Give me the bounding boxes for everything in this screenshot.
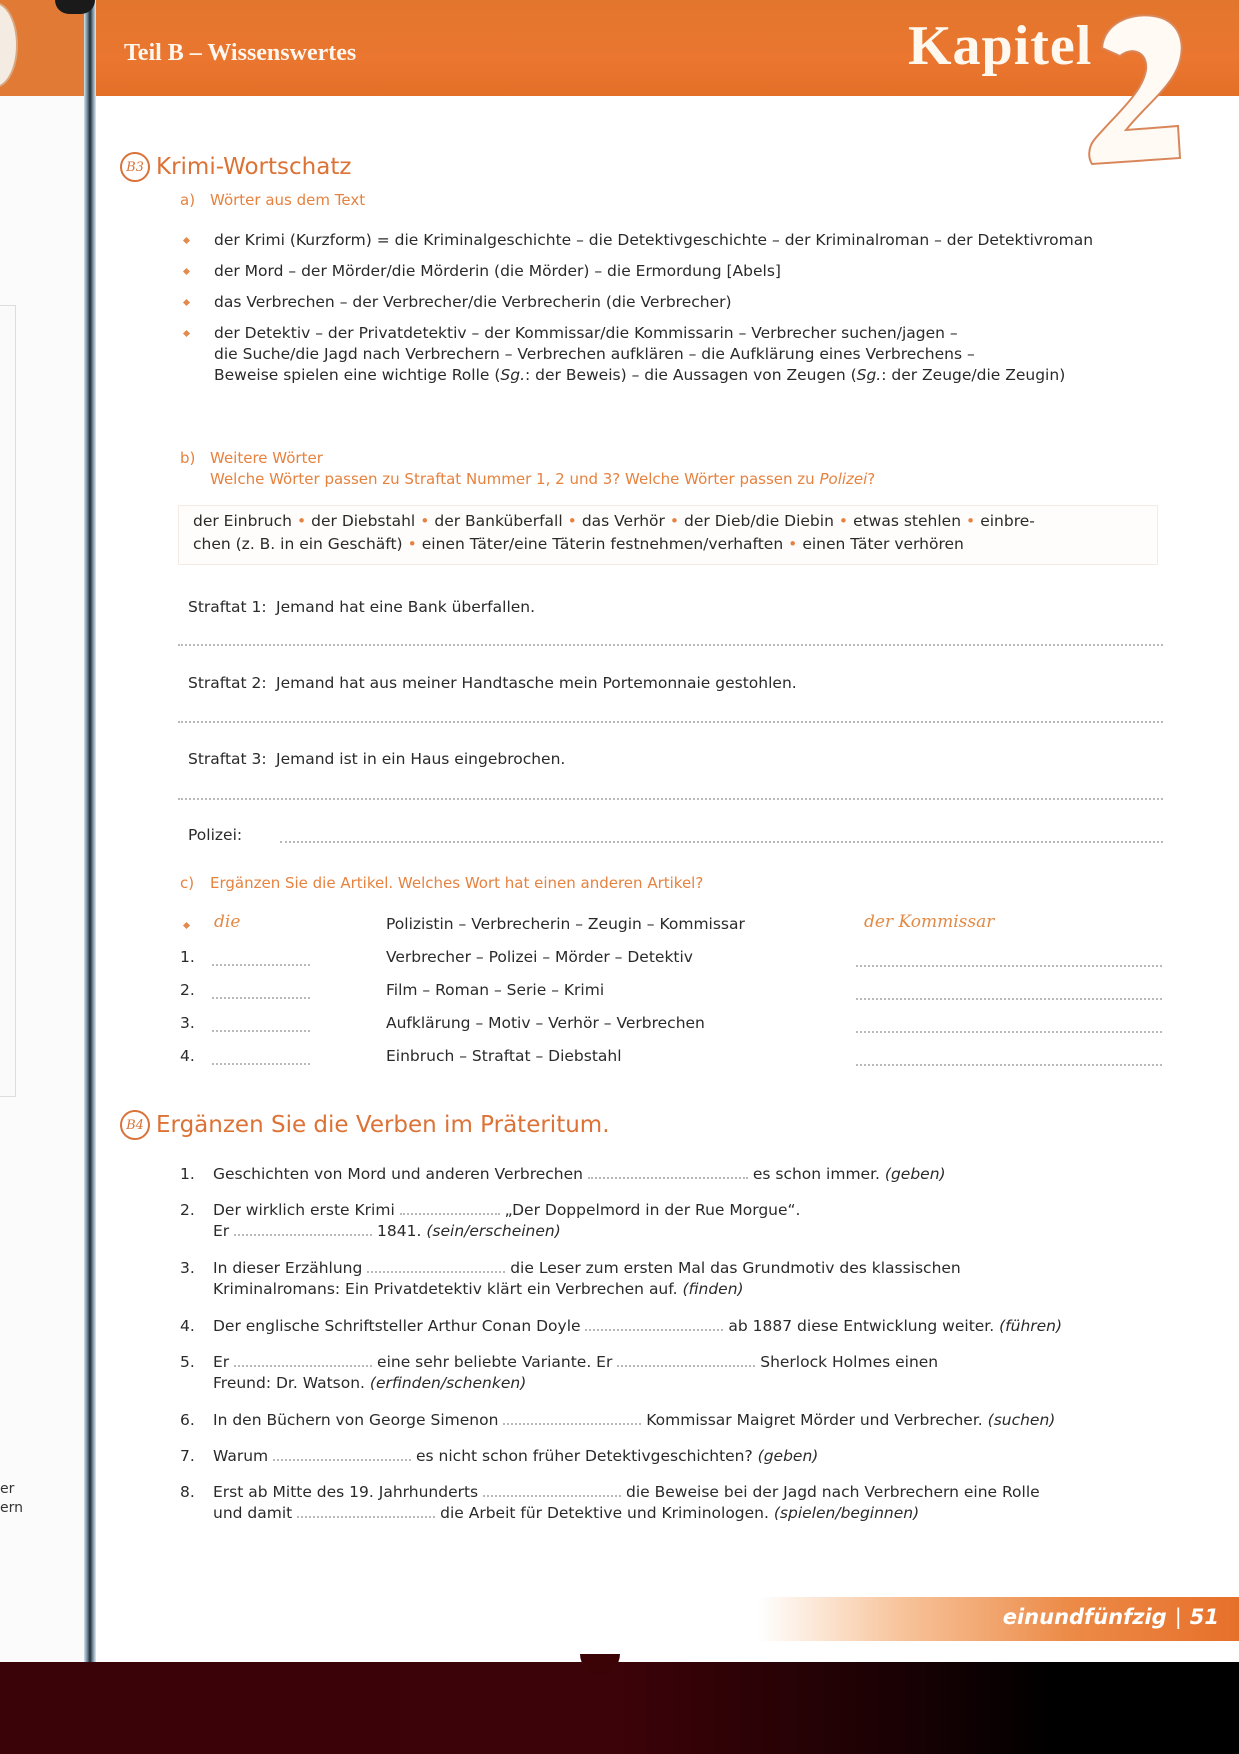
- police-label: Polizei:: [188, 826, 243, 844]
- article-blank[interactable]: [212, 997, 310, 999]
- word-bank-item: der Diebstahl: [311, 512, 416, 530]
- text-segment: 1841.: [377, 1222, 422, 1240]
- chapter-number-graphic: [1080, 8, 1190, 168]
- footer-separator: |: [1174, 1605, 1182, 1629]
- vocabulary-item: [180, 323, 1180, 386]
- item-number: 6.: [180, 1411, 195, 1429]
- vocabulary-item: der Krimi (Kurzform) = die Kriminalgeschichte – die Detektivgeschichte – der Kriminalroman – der Detektivroman: [180, 230, 1094, 251]
- text-segment: Welche Wörter passen zu Straftat Nummer 1, 2 und 3? Welche Wörter passen zu: [210, 470, 820, 488]
- offense-text: Jemand ist in ein Haus eingebrochen.: [276, 750, 566, 768]
- verb-blank[interactable]: [503, 1411, 641, 1425]
- vocabulary-line: [214, 365, 1180, 386]
- text-segment: : der Beweis) – die Aussagen von Zeugen (: [525, 366, 857, 384]
- subsection-b-heading: [180, 448, 875, 490]
- text-segment: Der wirklich erste Krimi: [213, 1201, 395, 1219]
- item-number: 2.: [180, 981, 195, 999]
- word-bank-item: der Banküberfall: [434, 512, 563, 530]
- verb-blank[interactable]: [588, 1165, 748, 1179]
- verb-blank[interactable]: [483, 1483, 621, 1497]
- word-bank-item: etwas stehlen: [853, 512, 962, 530]
- word-bank-item: chen (z. B. in ein Geschäft): [193, 535, 403, 553]
- article-row: [180, 981, 1180, 1005]
- answer-blank[interactable]: [856, 998, 1162, 1000]
- example-answer: der Kommissar: [864, 912, 995, 932]
- bullet-separator-icon: •: [966, 512, 976, 530]
- exercise-badge-b4: B4: [120, 1110, 150, 1140]
- subsection-label: c): [180, 874, 195, 892]
- article-blank[interactable]: [212, 964, 310, 966]
- article-row: [180, 1047, 1180, 1071]
- article-row: [180, 948, 1180, 972]
- text-segment: Sherlock Holmes einen: [760, 1353, 939, 1371]
- section-title: Krimi-Wortschatz: [156, 154, 352, 180]
- text-segment: es schon immer.: [752, 1165, 880, 1183]
- example-article: die: [214, 912, 241, 932]
- bullet-separator-icon: •: [567, 512, 577, 530]
- text-segment: Kommissar Maigret Mörder und Verbrecher.: [646, 1411, 983, 1429]
- verb-blank[interactable]: [367, 1259, 505, 1273]
- vocabulary-list: [180, 230, 1180, 396]
- answer-line-offense-3[interactable]: [178, 798, 1163, 800]
- page-number-word: einundfünfzig: [1002, 1605, 1167, 1629]
- text-segment: eine sehr beliebte Variante. Er: [377, 1353, 613, 1371]
- item-number: 4.: [180, 1047, 195, 1065]
- verb-blank[interactable]: [234, 1222, 372, 1236]
- text-segment: Kriminalromans: Ein Privatdetektiv klärt ein Verbrechen auf.: [213, 1280, 678, 1298]
- text-segment: Erst ab Mitte des 19. Jahrhunderts: [213, 1483, 479, 1501]
- item-number: 3.: [180, 1014, 195, 1032]
- section-b4-heading: [120, 1110, 610, 1140]
- text-segment: es nicht schon früher Detektivgeschichten?: [416, 1447, 753, 1465]
- bullet-icon: [183, 922, 190, 929]
- word-group: Film – Roman – Serie – Krimi: [386, 981, 605, 999]
- singular-abbreviation: Sg.: [500, 366, 526, 384]
- word-bank-item: einen Täter/eine Täterin festnehmen/verhaften: [421, 535, 784, 553]
- vocabulary-item: das Verbrechen – der Verbrecher/die Verbrecherin (die Verbrecher): [180, 292, 1180, 313]
- article-blank[interactable]: [212, 1063, 310, 1065]
- word-bank-item: einen Täter verhören: [802, 535, 964, 553]
- offense-text: Jemand hat eine Bank überfallen.: [276, 598, 536, 616]
- verb-hint: (geben): [884, 1165, 946, 1183]
- text-segment: In dieser Erzählung: [213, 1259, 363, 1277]
- text-segment: Freund: Dr. Watson.: [213, 1374, 365, 1392]
- offense-label: Straftat 1:: [188, 598, 267, 616]
- subsection-a-heading: [180, 191, 365, 209]
- exercise-badge-b3: B3: [120, 152, 150, 182]
- offense-prompt: [188, 598, 535, 616]
- book-spine: [84, 0, 96, 1662]
- offense-prompt: [188, 674, 797, 692]
- subsection-label: a): [180, 191, 196, 209]
- vocabulary-line: die Suche/die Jagd nach Verbrechern – Verbrechen aufklären – die Aufklärung eines Verbrechens –: [214, 345, 975, 363]
- verb-hint: (spielen/beginnen): [773, 1504, 920, 1522]
- answer-blank[interactable]: [856, 1064, 1162, 1066]
- subsection-label: b): [180, 449, 196, 467]
- vocabulary-item: der Mord – der Mörder/die Mörderin (die Mörder) – die Ermordung [Abels]: [180, 261, 1180, 282]
- text-segment: : der Zeuge/die Zeugin): [881, 366, 1066, 384]
- subsection-title: Weitere Wörter: [210, 449, 323, 467]
- word-group: Polizistin – Verbrecherin – Zeugin – Kommissar: [386, 915, 745, 933]
- word-group: Einbruch – Straftat – Diebstahl: [386, 1047, 622, 1065]
- subsection-title: Wörter aus dem Text: [210, 191, 366, 209]
- text-segment: „Der Doppelmord in der Rue Morgue“.: [504, 1201, 801, 1219]
- verb-hint: (erfinden/schenken): [369, 1374, 527, 1392]
- text-segment: die Beweise bei der Jagd nach Verbrechern eine Rolle: [626, 1483, 1040, 1501]
- bullet-separator-icon: •: [407, 535, 417, 553]
- subsection-instruction: [180, 469, 875, 490]
- verb-blank[interactable]: [585, 1317, 723, 1331]
- bullet-separator-icon: •: [669, 512, 680, 530]
- left-page-fragment: ern: [0, 1500, 23, 1516]
- word-bank-line: [193, 533, 1143, 556]
- scan-background: [0, 1662, 1239, 1754]
- page-number-label: [1003, 1605, 1219, 1629]
- subsection-c-heading: [180, 874, 703, 892]
- text-segment: Er: [213, 1353, 230, 1371]
- answer-line-offense-1[interactable]: [178, 644, 1163, 646]
- word-bank-item: das Verhör: [581, 512, 665, 530]
- word-bank-line: [193, 510, 1143, 533]
- verb-blank[interactable]: [617, 1353, 755, 1367]
- verb-hint: (sein/erscheinen): [426, 1222, 561, 1240]
- word-bank-item: einbre-: [980, 512, 1035, 530]
- text-segment: Beweise spielen eine wichtige Rolle (: [214, 366, 501, 384]
- bullet-separator-icon: •: [788, 535, 798, 553]
- word-bank-item: der Dieb/die Diebin: [684, 512, 834, 530]
- text-segment: Der englische Schriftsteller Arthur Conan Doyle: [213, 1317, 581, 1335]
- page-footer: [758, 1597, 1239, 1641]
- chapter-label: Kapitel: [908, 15, 1093, 77]
- bullet-separator-icon: •: [838, 512, 849, 530]
- item-number: 3.: [180, 1259, 195, 1277]
- answer-line-police[interactable]: [280, 841, 1163, 843]
- singular-abbreviation: Sg.: [856, 366, 882, 384]
- verb-blank[interactable]: [234, 1353, 372, 1367]
- item-number: 7.: [180, 1447, 195, 1465]
- emphasis: Polizei: [819, 470, 868, 488]
- word-group: Aufklärung – Motiv – Verhör – Verbrechen: [386, 1014, 705, 1032]
- answer-blank[interactable]: [856, 1031, 1162, 1033]
- text-segment: In den Büchern von George Simenon: [213, 1411, 499, 1429]
- text-segment: die Leser zum ersten Mal das Grundmotiv des klassischen: [510, 1259, 961, 1277]
- chapter-header: [96, 0, 1239, 96]
- text-segment: Er: [213, 1222, 230, 1240]
- item-number: 5.: [180, 1353, 195, 1371]
- verb-blank[interactable]: [400, 1201, 500, 1215]
- page-number: 51: [1189, 1605, 1219, 1629]
- article-blank[interactable]: [212, 1030, 310, 1032]
- verb-blank[interactable]: [273, 1447, 411, 1461]
- article-example-row: [180, 912, 1180, 939]
- text-segment: ab 1887 diese Entwicklung weiter.: [728, 1317, 995, 1335]
- verb-blank[interactable]: [297, 1504, 435, 1518]
- offense-prompt: [188, 750, 565, 768]
- word-group: Verbrecher – Polizei – Mörder – Detektiv: [386, 948, 693, 966]
- bullet-separator-icon: •: [420, 512, 430, 530]
- section-b3-heading: [120, 152, 351, 182]
- left-page-box: [0, 305, 16, 1097]
- verb-hint: (geben): [757, 1447, 819, 1465]
- verb-hint: (führen): [999, 1317, 1063, 1335]
- left-page-fragment: er: [0, 1481, 15, 1497]
- item-number: 2.: [180, 1201, 195, 1219]
- word-bank-item: der Einbruch: [193, 512, 292, 530]
- answer-line-offense-2[interactable]: [178, 721, 1163, 723]
- verb-hint: (suchen): [987, 1411, 1056, 1429]
- vocabulary-line: der Detektiv – der Privatdetektiv – der Kommissar/die Kommissarin – Verbrecher suchen/jagen –: [214, 324, 958, 342]
- verb-hint: (finden): [682, 1280, 744, 1298]
- subsection-title: Ergänzen Sie die Artikel. Welches Wort hat einen anderen Artikel?: [210, 874, 704, 892]
- offense-label: Straftat 2:: [188, 674, 267, 692]
- text-segment: ?: [867, 470, 876, 488]
- section-title: Ergänzen Sie die Verben im Präteritum.: [156, 1112, 610, 1138]
- item-number: 8.: [180, 1483, 195, 1501]
- text-segment: und damit: [213, 1504, 293, 1522]
- left-page-edge: [0, 0, 88, 1662]
- offense-text: Jemand hat aus meiner Handtasche mein Portemonnaie gestohlen.: [276, 674, 797, 692]
- article-row: [180, 1014, 1180, 1038]
- bullet-separator-icon: •: [296, 512, 307, 530]
- text-segment: Warum: [213, 1447, 269, 1465]
- item-number: 1.: [180, 1165, 195, 1183]
- item-number: 1.: [180, 948, 195, 966]
- answer-blank[interactable]: [856, 965, 1162, 967]
- item-number: 4.: [180, 1317, 195, 1335]
- text-segment: Geschichten von Mord und anderen Verbrechen: [213, 1165, 583, 1183]
- text-segment: die Arbeit für Detektive und Kriminologen.: [440, 1504, 769, 1522]
- offense-label: Straftat 3:: [188, 750, 267, 768]
- word-bank: [178, 505, 1158, 565]
- part-title: Teil B – Wissenswertes: [124, 40, 357, 66]
